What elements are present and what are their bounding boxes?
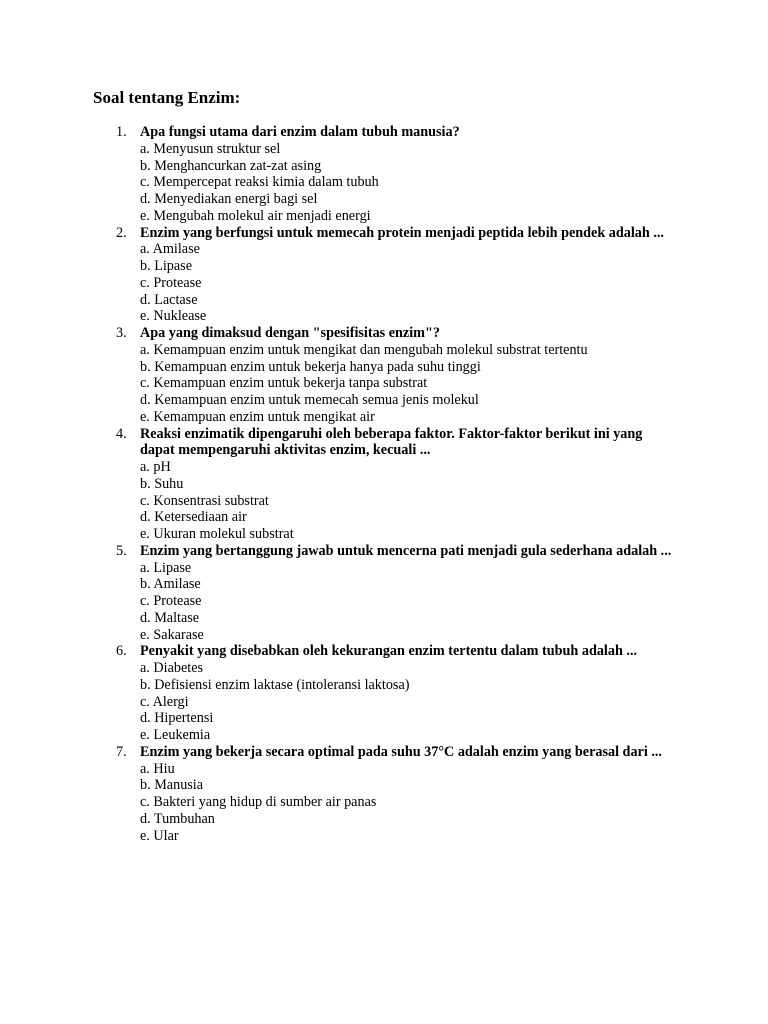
answer-option: a. Lipase	[140, 559, 192, 576]
answer-option: a. Diabetes	[140, 660, 204, 676]
answer-option: a. Hiu	[140, 760, 175, 777]
question-list	[112, 124, 672, 844]
question-text: Reaksi enzimatik dipengaruhi oleh beberapa faktor. Faktor-faktor berikut ini yang dapat mempengaruhi aktivitas enzim, kecuali ...	[140, 425, 643, 459]
answer-option: d. Ketersediaan air	[140, 509, 247, 526]
question-number: 2.	[116, 224, 127, 241]
question-item	[112, 543, 672, 644]
answer-option: e. Leukemia	[140, 727, 211, 743]
answer-option: d. Menyediakan energi bagi sel	[140, 191, 318, 207]
question-number: 3.	[116, 325, 127, 341]
answer-option: c. Mempercepat reaksi kimia dalam tubuh	[140, 174, 379, 191]
answer-option: a. Menyusun struktur sel	[140, 140, 281, 157]
answer-option: e. Mengubah molekul air menjadi energi	[140, 207, 371, 224]
answer-option: c. Kemampuan enzim untuk bekerja tanpa substrat	[140, 375, 428, 392]
question-text: Penyakit yang disebabkan oleh kekurangan enzim tertentu dalam tubuh adalah ...	[140, 643, 638, 660]
answer-option: e. Ukuran molekul substrat	[140, 526, 294, 542]
answer-option: e. Nuklease	[140, 308, 207, 325]
question-item	[112, 426, 672, 543]
question-item	[112, 643, 672, 744]
answer-option: c. Protease	[140, 593, 202, 609]
question-text: Apa fungsi utama dari enzim dalam tubuh manusia?	[140, 124, 460, 140]
answer-option: b. Menghancurkan zat-zat asing	[140, 157, 322, 174]
answer-option: d. Kemampuan enzim untuk memecah semua jenis molekul	[140, 392, 479, 408]
answer-option: a. pH	[140, 459, 171, 475]
answer-option: d. Lactase	[140, 291, 198, 308]
answer-option: a. Amilase	[140, 241, 200, 258]
answer-option: d. Hipertensi	[140, 710, 214, 727]
answer-option: b. Lipase	[140, 258, 193, 274]
question-item	[112, 225, 672, 326]
question-text: Enzim yang bertanggung jawab untuk mencerna pati menjadi gula sederhana adalah ...	[140, 542, 672, 559]
answer-option: e. Ular	[140, 827, 179, 844]
answer-option: b. Kemampuan enzim untuk bekerja hanya pada suhu tinggi	[140, 358, 481, 375]
answer-option: a. Kemampuan enzim untuk mengikat dan mengubah molekul substrat tertentu	[140, 341, 588, 358]
answer-option: d. Tumbuhan	[140, 810, 215, 827]
answer-option: c. Konsentrasi substrat	[140, 492, 269, 509]
question-number: 4.	[116, 425, 127, 442]
question-number: 5.	[116, 542, 127, 559]
answer-option: c. Protease	[140, 274, 202, 291]
question-number: 6.	[116, 643, 127, 660]
answer-option: b. Suhu	[140, 475, 184, 492]
answer-option: b. Amilase	[140, 576, 201, 593]
answer-option: b. Manusia	[140, 777, 204, 794]
answer-option: d. Maltase	[140, 609, 200, 626]
answer-option: e. Kemampuan enzim untuk mengikat air	[140, 408, 375, 425]
answer-option: c. Bakteri yang hidup di sumber air panas	[140, 794, 377, 810]
question-text: Enzim yang bekerja secara optimal pada suhu 37°C adalah enzim yang berasal dari ...	[140, 743, 662, 760]
question-number: 1.	[116, 124, 127, 140]
question-item	[112, 124, 672, 225]
question-text: Apa yang dimaksud dengan "spesifisitas enzim"?	[140, 325, 440, 341]
answer-option: e. Sakarase	[140, 626, 204, 643]
question-item	[112, 325, 672, 426]
question-item	[112, 744, 672, 845]
answer-option: c. Alergi	[140, 693, 189, 710]
question-text: Enzim yang berfungsi untuk memecah protein menjadi peptida lebih pendek adalah ...	[140, 224, 664, 241]
document-title: Soal tentang Enzim:	[93, 88, 241, 107]
answer-option: b. Defisiensi enzim laktase (intoleransi laktosa)	[140, 676, 410, 693]
question-number: 7.	[116, 743, 127, 760]
